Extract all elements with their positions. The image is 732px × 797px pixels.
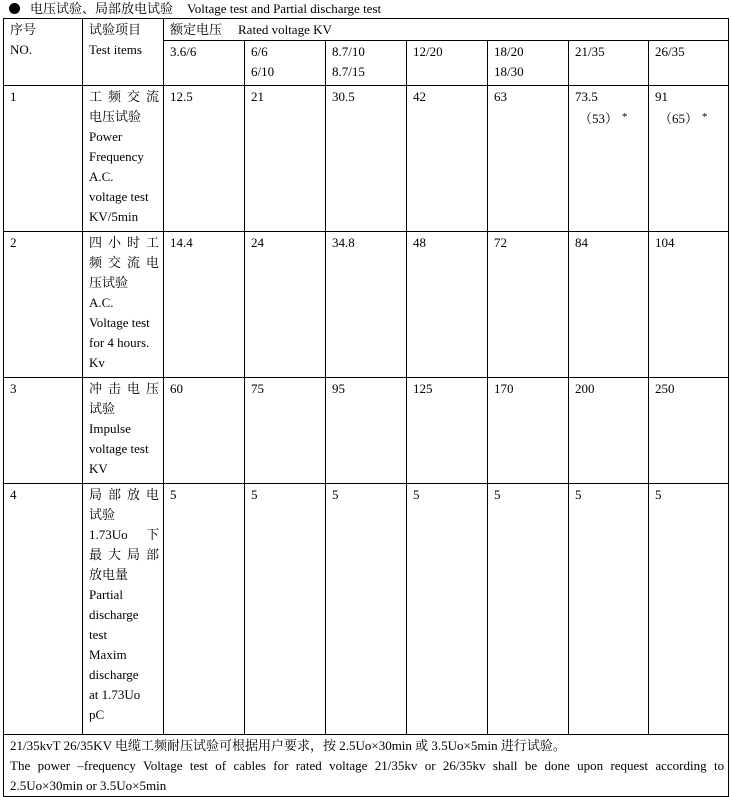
header-rated: [164, 19, 729, 41]
voltage-col-7: 26/35: [649, 41, 729, 86]
header-rated-en: Rated voltage KV: [238, 22, 332, 37]
heading-cn: 电压试验、局部放电试验: [30, 1, 174, 16]
value-cell: 170: [488, 378, 569, 484]
voltage-col-3: 8.7/10 8.7/15: [326, 41, 407, 86]
value-cell: 12.5: [164, 86, 245, 232]
value-cell: 250: [649, 378, 729, 484]
value-cell: 72: [488, 232, 569, 378]
header-no-en: NO.: [10, 42, 33, 57]
value-cell: 5: [245, 484, 326, 735]
header-item-en: Test items: [89, 42, 142, 57]
row-no: 1: [4, 86, 83, 232]
voltage-col-2: 6/6 6/10: [245, 41, 326, 86]
footnote: [4, 735, 729, 797]
table-row: [4, 232, 729, 378]
value-cell: 42: [407, 86, 488, 232]
value-cell: 60: [164, 378, 245, 484]
value-cell: 5: [649, 484, 729, 735]
value-cell: 5: [407, 484, 488, 735]
heading-en: Voltage test and Partial discharge test: [187, 1, 382, 16]
header-no-cn: 序号: [10, 22, 37, 37]
row-no: 3: [4, 378, 83, 484]
table-row: [4, 378, 729, 484]
value-cell: 91 （65） *: [649, 86, 729, 232]
header-rated-cn: 额定电压: [170, 22, 223, 37]
value-cell: 5: [326, 484, 407, 735]
value-cell: 84: [569, 232, 649, 378]
voltage-col-6: 21/35: [569, 41, 649, 86]
header-no: [4, 19, 83, 86]
voltage-col-4: 12/20: [407, 41, 488, 86]
row-item: 局部放电 试验 1.73Uo 下 最大局部 放电量 Partial discharge test Maxim discharge at 1.73Uo pC: [83, 484, 164, 735]
value-cell: 24: [245, 232, 326, 378]
value-cell: 5: [164, 484, 245, 735]
footnote-cn: 21/35kvT 26/35KV 电缆工频耐压试验可根据用户要求，按 2.5Uo×30min 或 3.5Uo×5min 进行试验。: [10, 738, 566, 753]
value-cell: 104: [649, 232, 729, 378]
value-cell: 75: [245, 378, 326, 484]
header-item: [83, 19, 164, 86]
row-item: 工频交流 电压试验 Power Frequency A.C. voltage test KV/5min: [83, 86, 164, 232]
row-no: 2: [4, 232, 83, 378]
value-cell: 5: [488, 484, 569, 735]
value-cell: 95: [326, 378, 407, 484]
header-row-1: [4, 19, 729, 41]
voltage-col-5: 18/20 18/30: [488, 41, 569, 86]
footnote-en-1: The power –frequency Voltage test of cables for rated voltage 21/35kv or 26/35kv shall be done upon request according to: [10, 758, 725, 773]
row-item: 冲击电压 试验 Impulse voltage test KV: [83, 378, 164, 484]
row-no: 4: [4, 484, 83, 735]
value-cell: 34.8: [326, 232, 407, 378]
value-cell: 30.5: [326, 86, 407, 232]
bullet-icon: [9, 3, 20, 14]
footnote-row: [4, 735, 729, 797]
value-cell: 125: [407, 378, 488, 484]
header-item-cn: 试验项目: [89, 22, 142, 37]
star-mark: *: [622, 111, 628, 123]
value-cell: 73.5 （53） *: [569, 86, 649, 232]
section-heading: [9, 0, 381, 18]
value-note: （65）: [659, 111, 699, 126]
value-cell: 21: [245, 86, 326, 232]
value-cell: 48: [407, 232, 488, 378]
footnote-en-2: 2.5Uo×30min or 3.5Uo×5min: [10, 778, 167, 793]
value-cell: 14.4: [164, 232, 245, 378]
star-mark: *: [702, 111, 708, 123]
voltage-col-1: 3.6/6: [164, 41, 245, 86]
voltage-test-table: [3, 18, 729, 797]
table-row: [4, 86, 729, 232]
value-note: （53）: [579, 111, 619, 126]
row-item: 四小时工 频交流电 压试验 A.C. Voltage test for 4 hours. Kv: [83, 232, 164, 378]
table-row: [4, 484, 729, 735]
value-cell: 5: [569, 484, 649, 735]
value-cell: 63: [488, 86, 569, 232]
value-cell: 200: [569, 378, 649, 484]
